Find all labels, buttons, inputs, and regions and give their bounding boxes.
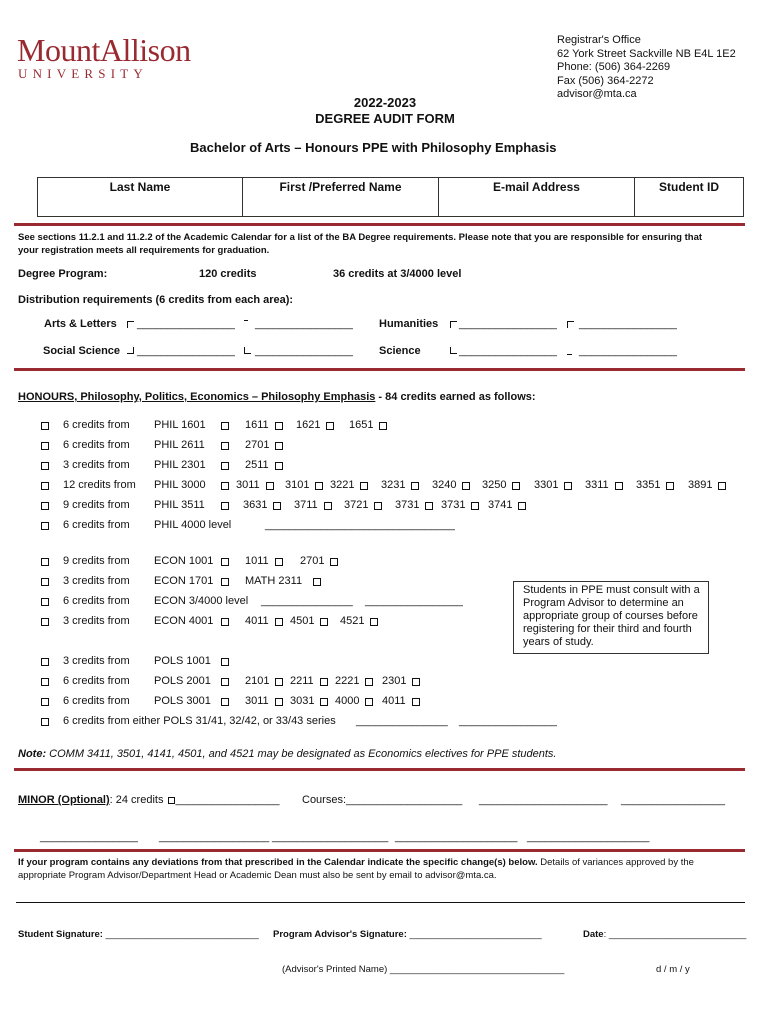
course-checkbox[interactable]: [411, 482, 419, 490]
economics-note: Note: COMM 3411, 3501, 4141, 4501, and 4521 may be designated as Economics electives for PPE students.: [18, 748, 557, 760]
requirement-credits: 6 credits from: [63, 519, 130, 531]
requirement-credits: 3 credits from: [63, 459, 130, 471]
requirement-checkbox[interactable]: [41, 522, 49, 530]
course-checkbox[interactable]: [374, 502, 382, 510]
course-checkbox[interactable]: [221, 502, 229, 510]
requirement-checkbox[interactable]: [41, 618, 49, 626]
science-label: Science: [379, 345, 421, 357]
requirement-checkbox[interactable]: [41, 658, 49, 666]
humanities-corner-1: [450, 321, 457, 328]
course-option[interactable]: ________________: [357, 519, 455, 531]
course-option: 2701: [245, 439, 270, 451]
distribution-heading: Distribution requirements (6 credits from each area):: [18, 294, 294, 306]
minor-blank[interactable]: _________________: [621, 794, 726, 806]
honours-heading: HONOURS, Philosophy, Politics, Economics – Philosophy Emphasis - 84 credits earned as follows:: [18, 391, 536, 403]
course-checkbox[interactable]: [221, 482, 229, 490]
advisor-note-box: Students in PPE must consult with a Program Advisor to determine an appropriate group of courses before registering for their third and fourth years of study.: [513, 581, 709, 654]
course-checkbox[interactable]: [360, 482, 368, 490]
minor-blank[interactable]: ___________________: [346, 794, 463, 806]
university-logo-subtitle: UNIVERSITY: [18, 66, 148, 81]
requirement-course: POLS 2001: [154, 675, 211, 687]
course-checkbox[interactable]: [221, 658, 229, 666]
course-checkbox[interactable]: [320, 678, 328, 686]
degree-program-credits: 120 credits: [199, 268, 257, 280]
course-option: 3031: [290, 695, 315, 707]
course-checkbox[interactable]: [221, 618, 229, 626]
divider: [14, 849, 745, 852]
course-option: 4011: [245, 615, 269, 627]
course-option: 3250: [482, 479, 507, 491]
course-checkbox[interactable]: [275, 422, 283, 430]
course-option: 3311: [585, 479, 609, 491]
course-option: 2101: [245, 675, 270, 687]
course-option: 3711: [294, 499, 318, 511]
course-option: 2511: [245, 459, 269, 471]
requirement-credits: 6 credits from either POLS 31/41, 32/42, or 33/43 series: [63, 715, 336, 727]
intro-text: See sections 11.2.1 and 11.2.2 of the Academic Calendar for a list of the BA Degree requirements. Please note that you are responsible for ensuring that your registration meets all requirements for graduation.: [18, 232, 703, 256]
university-logo: MountAllison: [17, 32, 191, 68]
course-checkbox[interactable]: [379, 422, 387, 430]
science-corner: [450, 347, 457, 354]
course-checkbox[interactable]: [315, 482, 323, 490]
course-checkbox[interactable]: [324, 502, 332, 510]
course-option: 4011: [382, 695, 406, 707]
course-checkbox[interactable]: [718, 482, 726, 490]
requirement-course: ECON 1001: [154, 555, 214, 567]
requirement-credits: 6 credits from: [63, 419, 130, 431]
course-option[interactable]: ________________: [365, 595, 463, 607]
requirement-credits: 3 credits from: [63, 655, 130, 667]
date-format: d / m / y: [656, 964, 690, 975]
course-option: 3011: [245, 695, 269, 707]
registrar-address: Registrar's Office 62 York Street Sackville NB E4L 1E2 Phone: (506) 364-2269 Fax (506) 364-2272 advisor@mta.ca: [557, 34, 736, 100]
course-option: MATH 2311: [245, 575, 303, 587]
course-option[interactable]: _______________: [265, 519, 357, 531]
requirement-course: POLS 3001: [154, 695, 211, 707]
requirement-course: ECON 4001: [154, 615, 214, 627]
minor-blank[interactable]: ____________________: [527, 831, 650, 843]
requirement-checkbox[interactable]: [41, 598, 49, 606]
course-option: 3011: [236, 479, 260, 491]
program-title: Bachelor of Arts – Honours PPE with Philosophy Emphasis: [190, 140, 557, 155]
course-checkbox[interactable]: [320, 618, 328, 626]
course-checkbox[interactable]: [518, 502, 526, 510]
course-checkbox[interactable]: [365, 698, 373, 706]
date-field[interactable]: Date: __________________________: [583, 929, 747, 940]
course-checkbox[interactable]: [221, 558, 229, 566]
course-option: 3731: [395, 499, 420, 511]
requirement-course: PHIL 3000: [154, 479, 206, 491]
requirement-course: PHIL 4000 level: [154, 519, 232, 531]
course-checkbox[interactable]: [275, 462, 283, 470]
requirement-credits: 6 credits from: [63, 439, 130, 451]
course-option: 2301: [382, 675, 407, 687]
course-checkbox[interactable]: [320, 698, 328, 706]
course-checkbox[interactable]: [275, 442, 283, 450]
student-id-header: Student ID: [659, 180, 719, 194]
course-option: 1611: [245, 419, 269, 431]
course-checkbox[interactable]: [330, 558, 338, 566]
course-option: 2221: [335, 675, 360, 687]
requirement-credits: 3 credits from: [63, 575, 130, 587]
last-name-header: Last Name: [38, 178, 243, 216]
course-checkbox[interactable]: [313, 578, 321, 586]
requirement-checkbox[interactable]: [41, 698, 49, 706]
course-checkbox[interactable]: [471, 502, 479, 510]
course-option: 3351: [636, 479, 661, 491]
divider: [14, 368, 745, 371]
student-info-table: [37, 177, 744, 217]
advisor-printed-name[interactable]: (Advisor's Printed Name) _________________________________: [282, 964, 565, 975]
arts-tick: [244, 320, 248, 321]
social-corner: [127, 347, 134, 354]
course-option: 3731: [441, 499, 466, 511]
minor-blank[interactable]: ___________________: [272, 831, 389, 843]
divider: [14, 223, 745, 226]
requirement-course: PHIL 2611: [154, 439, 205, 451]
requirement-checkbox[interactable]: [41, 482, 49, 490]
course-checkbox[interactable]: [425, 502, 433, 510]
course-option[interactable]: ________________: [459, 715, 557, 727]
requirement-course: PHIL 3511: [154, 499, 205, 511]
deviations-text: If your program contains any deviations from that prescribed in the Calendar indicate the specific change(s) below. Details of variances approved by the appropriate Program Advisor/Department Head or Academic Dean must also be sent by email to advisor@mta.ca.: [18, 857, 694, 881]
course-option: 4000: [335, 695, 360, 707]
requirement-credits: 9 credits from: [63, 555, 130, 567]
course-option: 3240: [432, 479, 457, 491]
course-checkbox[interactable]: [412, 698, 420, 706]
social-blank-1[interactable]: ________________: [137, 345, 235, 357]
course-checkbox[interactable]: [666, 482, 674, 490]
science-blank-2[interactable]: ________________: [579, 345, 677, 357]
arts-blank-2[interactable]: ________________: [255, 318, 353, 330]
requirement-course: ECON 3/4000 level: [154, 595, 249, 607]
social-blank-2[interactable]: ________________: [255, 345, 353, 357]
course-checkbox[interactable]: [462, 482, 470, 490]
requirement-course: POLS 1001: [154, 655, 211, 667]
form-year: 2022-2023: [353, 95, 417, 110]
course-checkbox[interactable]: [273, 502, 281, 510]
requirement-credits: 6 credits from: [63, 695, 130, 707]
course-option: 4521: [340, 615, 365, 627]
requirement-course: PHIL 2301: [154, 459, 206, 471]
requirement-checkbox[interactable]: [41, 718, 49, 726]
course-checkbox[interactable]: [275, 558, 283, 566]
first-name-header: First /Preferred Name: [243, 178, 439, 216]
requirement-credits: 9 credits from: [63, 499, 130, 511]
minor-blank[interactable]: ____________________: [395, 831, 518, 843]
requirement-credits: 12 credits from: [63, 479, 136, 491]
course-checkbox[interactable]: [275, 618, 283, 626]
requirement-credits: 6 credits from: [63, 595, 130, 607]
arts-blank-1[interactable]: ________________: [137, 318, 235, 330]
minor-blank[interactable]: __________________: [159, 831, 270, 843]
form-title: DEGREE AUDIT FORM: [315, 111, 455, 126]
minor-checkbox[interactable]: [168, 797, 175, 804]
requirement-checkbox[interactable]: [41, 422, 49, 430]
course-option: 1651: [349, 419, 374, 431]
requirement-course: ECON 1701: [154, 575, 214, 587]
course-option: 3741: [488, 499, 513, 511]
course-option: 3301: [534, 479, 559, 491]
course-option[interactable]: _______________: [261, 595, 353, 607]
course-checkbox[interactable]: [266, 482, 274, 490]
requirement-course: PHIL 1601: [154, 419, 206, 431]
advisor-signature[interactable]: Program Advisor's Signature: _________________________: [273, 929, 542, 940]
course-option: 3231: [381, 479, 406, 491]
course-checkbox[interactable]: [221, 422, 229, 430]
humanities-blank-2[interactable]: ________________: [579, 318, 677, 330]
social-science-label: Social Science: [43, 345, 121, 357]
course-checkbox[interactable]: [275, 698, 283, 706]
requirement-checkbox[interactable]: [41, 442, 49, 450]
divider: [14, 768, 745, 771]
minor-blank[interactable]: ________________: [40, 831, 138, 843]
course-checkbox[interactable]: [512, 482, 520, 490]
email-header: E-mail Address: [439, 178, 635, 216]
humanities-corner-2: [567, 321, 574, 328]
requirement-checkbox[interactable]: [41, 502, 49, 510]
course-checkbox[interactable]: [365, 678, 373, 686]
course-checkbox[interactable]: [326, 422, 334, 430]
course-checkbox[interactable]: [370, 618, 378, 626]
course-option: 1011: [245, 555, 269, 567]
degree-program-upper: 36 credits at 3/4000 level: [333, 268, 462, 280]
course-option: 3101: [285, 479, 310, 491]
course-option: 3891: [688, 479, 713, 491]
course-checkbox[interactable]: [615, 482, 623, 490]
degree-program-label: Degree Program:: [18, 268, 108, 280]
science-blank-1[interactable]: ________________: [459, 345, 557, 357]
minor-blank[interactable]: _____________________: [479, 794, 608, 806]
course-checkbox[interactable]: [221, 442, 229, 450]
student-signature[interactable]: Student Signature: _____________________________: [18, 929, 259, 940]
requirement-checkbox[interactable]: [41, 462, 49, 470]
course-checkbox[interactable]: [221, 698, 229, 706]
course-checkbox[interactable]: [221, 462, 229, 470]
requirement-credits: 3 credits from: [63, 615, 130, 627]
requirement-checkbox[interactable]: [41, 558, 49, 566]
arts-letters-label: Arts & Letters: [44, 318, 117, 330]
science-tick: [567, 354, 572, 355]
course-option: 3721: [344, 499, 369, 511]
requirement-checkbox[interactable]: [41, 678, 49, 686]
course-option: 1621: [296, 419, 321, 431]
course-option: 3631: [243, 499, 268, 511]
requirement-checkbox[interactable]: [41, 578, 49, 586]
course-option: 2211: [290, 675, 314, 687]
course-checkbox[interactable]: [221, 678, 229, 686]
course-checkbox[interactable]: [564, 482, 572, 490]
requirement-credits: 6 credits from: [63, 675, 130, 687]
humanities-blank-1[interactable]: ________________: [459, 318, 557, 330]
course-option: 2701: [300, 555, 325, 567]
deviation-line[interactable]: [16, 902, 745, 903]
social-corner-2: [244, 347, 251, 354]
humanities-label: Humanities: [379, 318, 439, 330]
course-option[interactable]: _______________: [356, 715, 448, 727]
course-checkbox[interactable]: [221, 578, 229, 586]
course-option: 4501: [290, 615, 315, 627]
course-checkbox[interactable]: [275, 678, 283, 686]
course-option: 3221: [330, 479, 355, 491]
course-checkbox[interactable]: [412, 678, 420, 686]
minor-line: MINOR (Optional): 24 credits _________________: [18, 794, 280, 806]
minor-courses-label: Courses:: [302, 794, 347, 806]
arts-corner: [127, 321, 134, 328]
